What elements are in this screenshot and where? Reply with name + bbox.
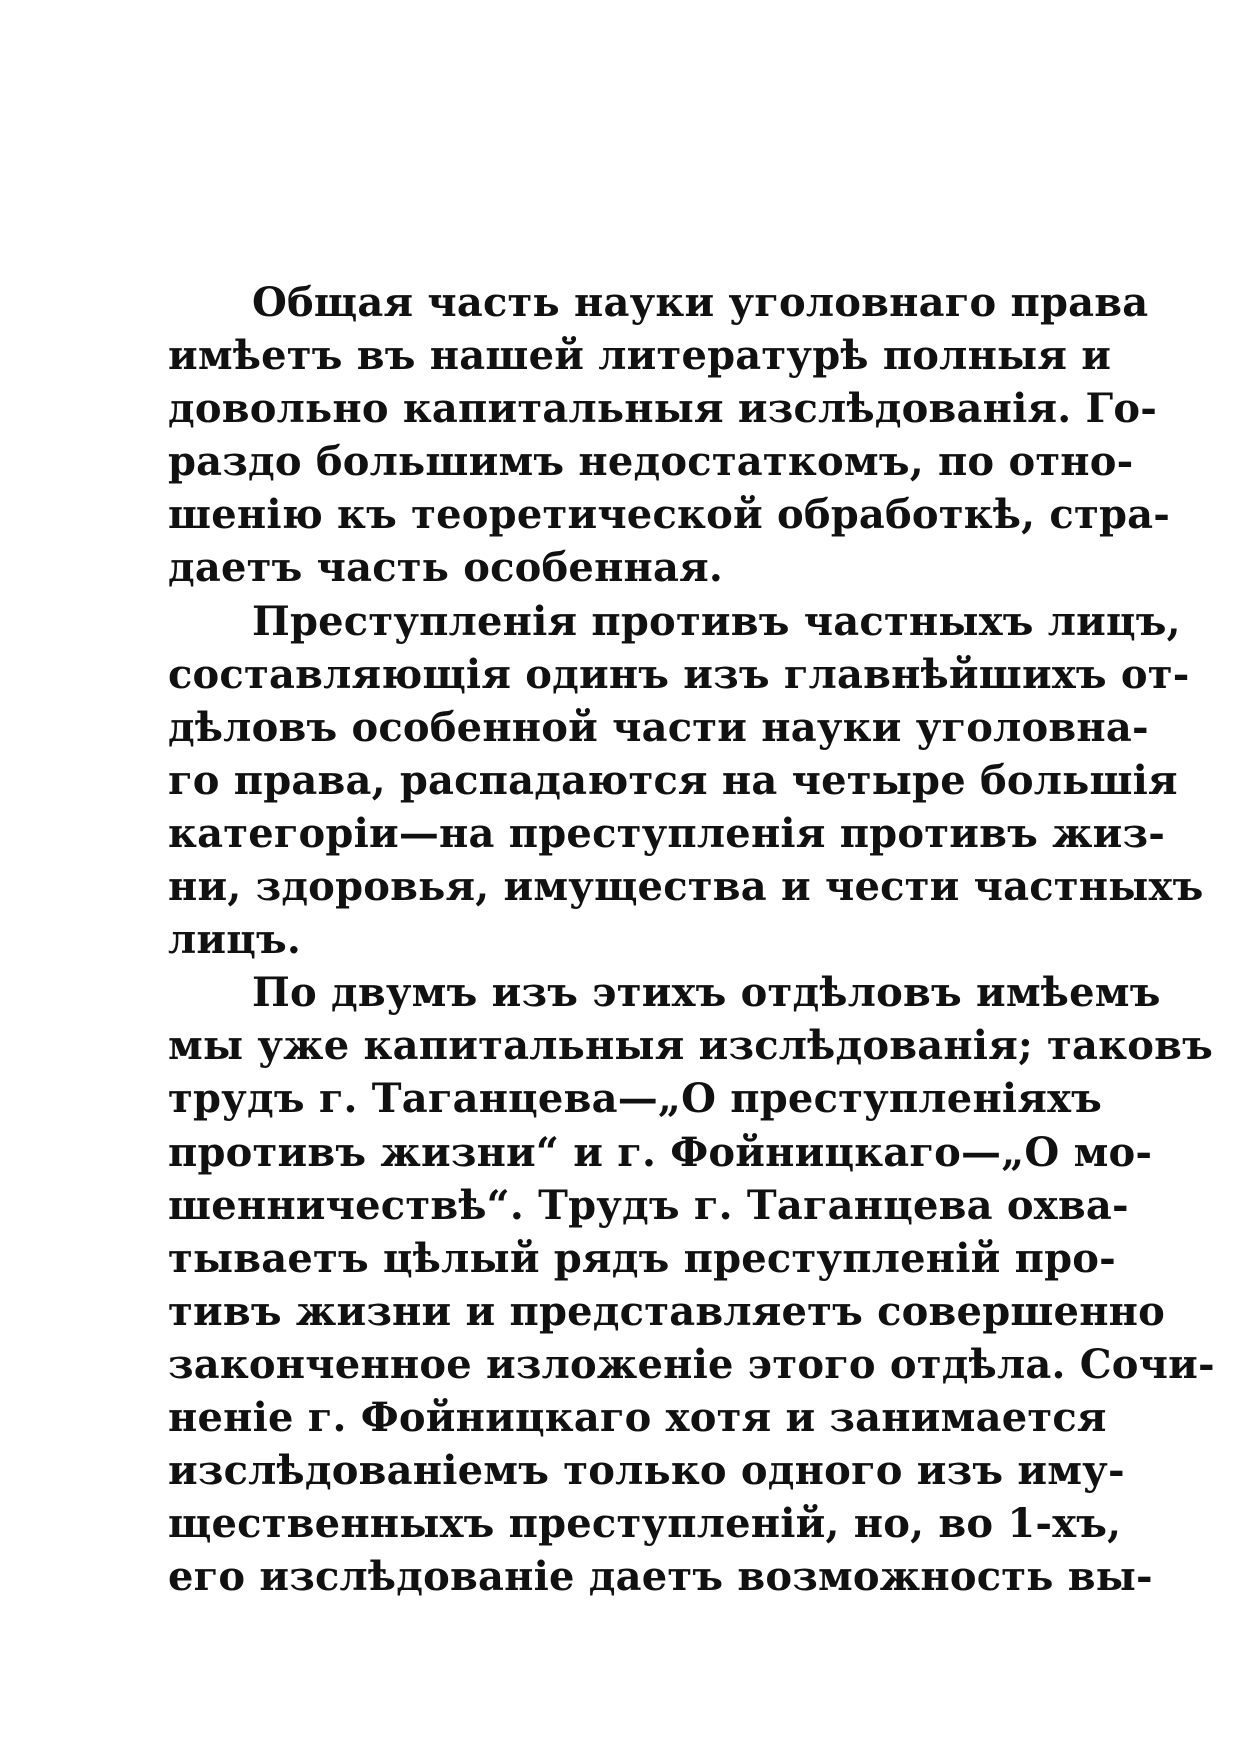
paragraph-2: [168, 595, 1204, 967]
text-line: противъ жизни“ и г. Фойницкаго—„О мо-: [168, 1128, 1153, 1176]
text-line: неніе г. Фойницкаго хотя и занимается: [168, 1393, 1107, 1441]
text-line: тивъ жизни и представляетъ совершенно: [168, 1287, 1166, 1335]
text-line: Общая часть науки уголовнаго права: [252, 279, 1149, 326]
text-line: По двумъ изъ этихъ отдѣловъ имѣемъ: [252, 969, 1161, 1017]
text-line: Преступленія противъ частныхъ лицъ,: [252, 597, 1181, 645]
text-line: мы уже капитальныя изслѣдованія; таковъ: [168, 1022, 1213, 1070]
text-line: трудъ г. Таганцева—„О преступленіяхъ: [168, 1075, 1102, 1123]
text-line: ни, здоровья, имущества и чести частныхъ: [168, 863, 1204, 911]
text-line: составляющія одинъ изъ главнѣйшихъ от-: [168, 650, 1190, 698]
text-line: тываетъ цѣлый рядъ преступленій про-: [168, 1234, 1116, 1282]
text-line: го права, распадаются на четыре большія: [168, 756, 1178, 804]
text-line: его изслѣдованіе даетъ возможность вы-: [168, 1553, 1153, 1601]
text-line: шенничествѣ“. Трудъ г. Таганцева охва-: [168, 1181, 1129, 1229]
text-line: лицъ.: [168, 916, 302, 964]
text-line: имѣетъ въ нашей литературѣ полныя и: [168, 332, 1112, 380]
text-line: щественныхъ преступленій, но, во 1-хъ,: [168, 1500, 1122, 1548]
text-line: раздо большимъ недостаткомъ, по отно-: [168, 438, 1134, 486]
text-line: категоріи—на преступленія противъ жиз-: [168, 809, 1166, 857]
text-line: изслѣдованіемъ только одного изъ иму-: [168, 1447, 1125, 1495]
text-line: довольно капитальныя изслѣдованія. Го-: [168, 385, 1158, 433]
text-line: даетъ часть особенная.: [168, 544, 724, 592]
paragraph-1: [168, 276, 1171, 595]
text-line: законченное изложеніе этого отдѣла. Сочи-: [168, 1340, 1215, 1388]
paragraph-3: [168, 966, 1215, 1603]
text-line: дѣловъ особенной части науки уголовна-: [168, 703, 1149, 751]
body-text: [168, 276, 1215, 1603]
text-line: шенію къ теоретической обработкѣ, стра-: [168, 491, 1171, 539]
